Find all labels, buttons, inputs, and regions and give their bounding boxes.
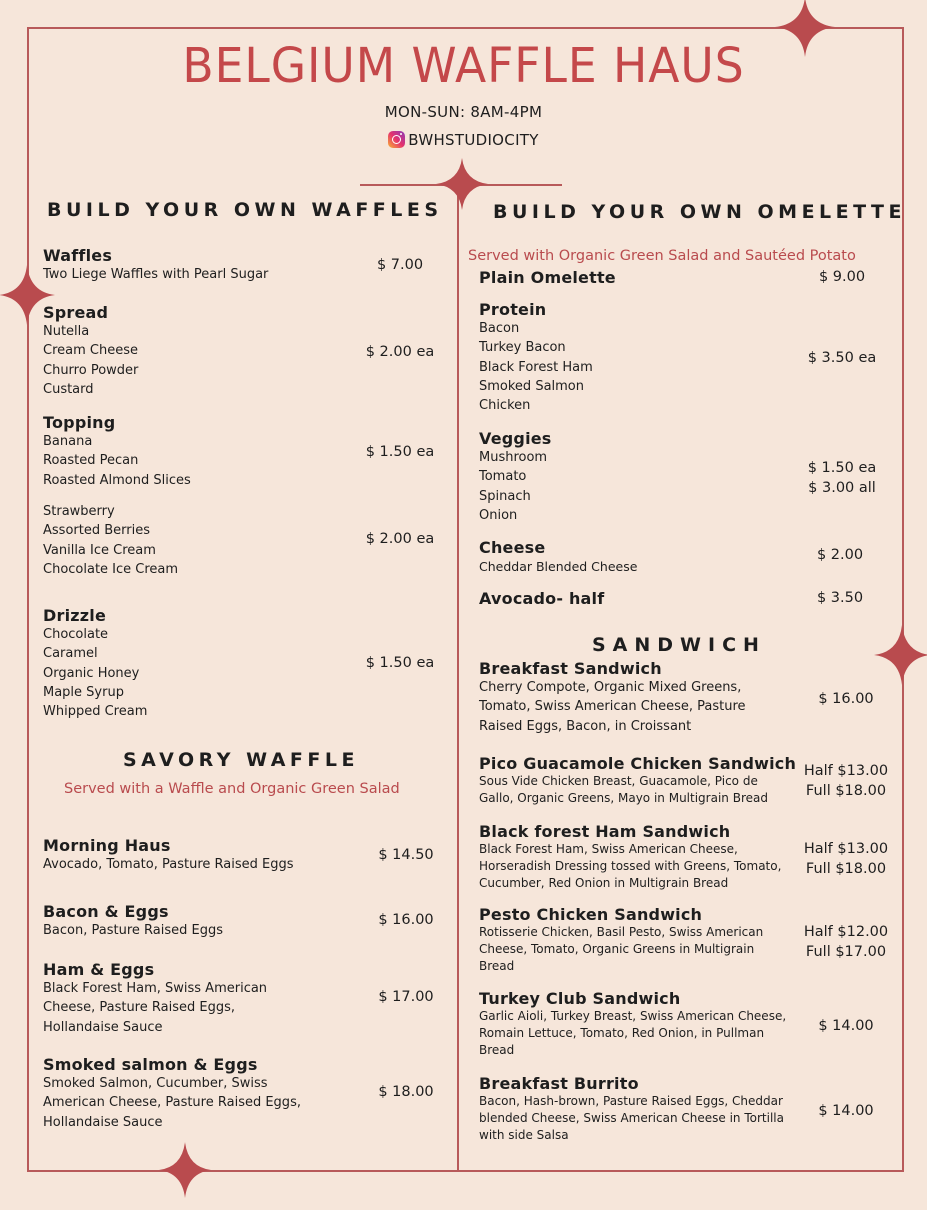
item-name: Plain Omelette <box>479 268 616 287</box>
price-line: $ 16.00 <box>818 691 874 707</box>
option: Tomato <box>479 469 527 485</box>
instagram-label: BWHSTUDIOCITY <box>408 131 539 149</box>
item-desc: with side Salsa <box>479 1128 569 1142</box>
item-name: Drizzle <box>43 606 107 625</box>
item-desc: American Cheese, Pasture Raised Eggs, <box>43 1095 301 1111</box>
menu-item-sandwich <box>479 1074 784 1144</box>
item-desc: Gallo, Organic Greens, Mayo in Multigrain Bread <box>479 791 768 805</box>
item-desc: Black Forest Ham, Swiss American Cheese, <box>479 842 738 856</box>
item-desc: blended Cheese, Swiss American Cheese in Tortilla <box>479 1111 784 1125</box>
item-price: $ 1.50 ea <box>365 444 435 460</box>
item-price <box>797 458 887 498</box>
item-name: Veggies <box>479 429 552 448</box>
section-note: Served with a Waffle and Organic Green Salad <box>64 781 400 797</box>
option: Caramel <box>43 646 98 662</box>
price-half: Half $13.00 <box>803 841 889 857</box>
item-name: Black forest Ham Sandwich <box>479 822 731 841</box>
item-price: $ 2.00 ea <box>365 344 435 360</box>
item-name: Turkey Club Sandwich <box>479 989 681 1008</box>
option: Chocolate <box>43 627 109 642</box>
item-desc: Garlic Aioli, Turkey Breast, Swiss American Cheese, <box>479 1009 787 1023</box>
item-desc: Bacon, Hash-brown, Pasture Raised Eggs, Cheddar <box>479 1094 783 1108</box>
option: Chocolate Ice Cream <box>43 561 179 577</box>
instagram-handle[interactable] <box>0 131 927 149</box>
menu-item-spread <box>43 303 138 399</box>
item-desc: Bread <box>479 959 515 973</box>
option: Roasted Pecan <box>43 453 139 469</box>
item-desc: Two Liege Waffles with Pearl Sugar <box>43 267 269 282</box>
item-name: Pesto Chicken Sandwich <box>479 905 703 924</box>
menu-item-sandwich <box>479 659 746 736</box>
item-desc: Rotisserie Chicken, Basil Pesto, Swiss American <box>479 925 764 939</box>
item-name: Morning Haus <box>43 836 171 855</box>
menu-item-waffles <box>43 246 268 284</box>
item-price <box>799 761 893 801</box>
item-name: Spread <box>43 303 109 322</box>
menu-item-sandwich <box>479 905 763 975</box>
item-name: Breakfast Burrito <box>479 1074 639 1093</box>
item-name: Breakfast Sandwich <box>479 659 662 678</box>
option: Turkey Bacon <box>479 340 566 356</box>
item-price <box>806 1101 886 1121</box>
section-title-sandwich: SANDWICH <box>592 634 766 656</box>
item-name: Avocado- half <box>479 589 605 608</box>
item-price <box>799 839 893 879</box>
menu-item-plain-omelette <box>479 268 616 287</box>
section-title-waffles: BUILD YOUR OWN WAFFLES <box>47 199 443 221</box>
option: Chicken <box>479 398 531 414</box>
option: Organic Honey <box>43 665 140 681</box>
menu-item-savory <box>43 902 223 940</box>
item-desc: Cucumber, Red Onion in Multigrain Bread <box>479 876 729 890</box>
option: Mushroom <box>479 450 548 465</box>
price-each: $ 1.50 ea <box>807 460 877 476</box>
item-price <box>806 1016 886 1036</box>
option: Vanilla Ice Cream <box>43 542 156 558</box>
item-price: $ 17.00 <box>378 989 434 1005</box>
menu-item-savory <box>43 836 294 874</box>
price-full: Full $17.00 <box>805 944 887 960</box>
menu-item-protein <box>479 300 593 415</box>
item-desc: Hollandaise Sauce <box>43 1114 163 1130</box>
item-desc: Avocado, Tomato, Pasture Raised Eggs <box>43 857 294 872</box>
item-price: $ 3.50 ea <box>807 350 877 366</box>
frame-right <box>902 27 904 1171</box>
item-desc: Sous Vide Chicken Breast, Guacamole, Pico de <box>479 774 758 788</box>
item-desc: Tomato, Swiss American Cheese, Pasture <box>479 699 746 715</box>
item-desc: Hollandaise Sauce <box>43 1019 163 1035</box>
item-name: Cheese <box>479 538 546 557</box>
item-desc: Bacon, Pasture Raised Eggs <box>43 923 223 938</box>
item-desc: Black Forest Ham, Swiss American <box>43 981 268 996</box>
item-price: $ 14.50 <box>378 847 434 863</box>
item-price <box>806 689 886 709</box>
item-desc: Bread <box>479 1043 515 1057</box>
menu-item-topping-premium <box>43 502 178 579</box>
item-price: $ 16.00 <box>378 912 434 928</box>
option: Smoked Salmon <box>479 378 585 394</box>
option: Assorted Berries <box>43 523 150 539</box>
item-price: $ 2.00 ea <box>365 531 435 547</box>
option: Churro Powder <box>43 362 139 378</box>
option: Custard <box>43 381 94 397</box>
option: Roasted Almond Slices <box>43 472 191 488</box>
menu-item-veggies <box>479 429 552 525</box>
item-desc: Horseradish Dressing tossed with Greens, Tomato, <box>479 859 782 873</box>
option: Onion <box>479 507 518 523</box>
item-name: Waffles <box>43 246 113 265</box>
item-desc: Romain Lettuce, Tomato, Red Onion, in Pullman <box>479 1026 765 1040</box>
option: Whipped Cream <box>43 704 148 720</box>
option: Black Forest Ham <box>479 359 593 375</box>
price-full: Full $18.00 <box>805 861 887 877</box>
column-divider <box>457 185 459 1171</box>
item-name: Smoked salmon & Eggs <box>43 1055 258 1074</box>
item-desc: Smoked Salmon, Cucumber, Swiss <box>43 1076 268 1091</box>
section-title-savory: SAVORY WAFFLE <box>123 749 359 771</box>
item-name: Protein <box>479 300 547 319</box>
price-line: $ 14.00 <box>818 1103 874 1119</box>
item-desc: Cheese, Pasture Raised Eggs, <box>43 1000 235 1016</box>
menu-item-cheese <box>479 538 637 577</box>
item-price <box>799 922 893 962</box>
menu-item-sandwich <box>479 754 796 807</box>
price-half: Half $13.00 <box>803 763 889 779</box>
option: Nutella <box>43 324 90 339</box>
price-half: Half $12.00 <box>803 924 889 940</box>
frame-left <box>27 27 29 1171</box>
menu-item-sandwich <box>479 822 781 892</box>
price-all: $ 3.00 all <box>808 480 876 496</box>
item-desc: Raised Eggs, Bacon, in Croissant <box>479 718 692 734</box>
option: Strawberry <box>43 504 115 519</box>
opening-hours: MON-SUN: 8AM-4PM <box>384 103 543 121</box>
item-name: Pico Guacamole Chicken Sandwich <box>479 754 797 773</box>
item-price: $ 18.00 <box>378 1084 434 1100</box>
item-price: $ 3.50 <box>816 590 864 606</box>
item-name: Ham & Eggs <box>43 960 155 979</box>
item-price: $ 1.50 ea <box>365 655 435 671</box>
price-line: $ 14.00 <box>818 1018 874 1034</box>
menu-item-drizzle <box>43 606 147 721</box>
section-title-omelette: BUILD YOUR OWN OMELETTE <box>493 201 906 223</box>
instagram-icon <box>388 131 405 148</box>
restaurant-title: BELGIUM WAFFLE HAUS <box>182 38 745 94</box>
option: Maple Syrup <box>43 684 124 700</box>
item-desc: Cheddar Blended Cheese <box>479 559 638 574</box>
section-note: Served with Organic Green Salad and Sautéed Potato <box>468 248 856 264</box>
item-desc: Cherry Compote, Organic Mixed Greens, <box>479 680 742 695</box>
item-desc: Cheese, Tomato, Organic Greens in Multigrain <box>479 942 755 956</box>
item-name: Topping <box>43 413 116 432</box>
option: Cream Cheese <box>43 343 138 359</box>
item-name: Bacon & Eggs <box>43 902 169 921</box>
item-price: $ 2.00 <box>816 547 864 563</box>
menu-item-sandwich <box>479 989 786 1059</box>
menu-item-topping <box>43 413 191 490</box>
item-price: $ 7.00 <box>376 257 424 273</box>
option: Banana <box>43 434 93 449</box>
price-full: Full $18.00 <box>805 783 887 799</box>
menu-item-avocado <box>479 589 604 608</box>
option: Bacon <box>479 321 520 336</box>
option: Spinach <box>479 488 531 504</box>
menu-item-savory <box>43 1055 301 1132</box>
item-price: $ 9.00 <box>818 269 866 285</box>
menu-item-savory <box>43 960 267 1037</box>
